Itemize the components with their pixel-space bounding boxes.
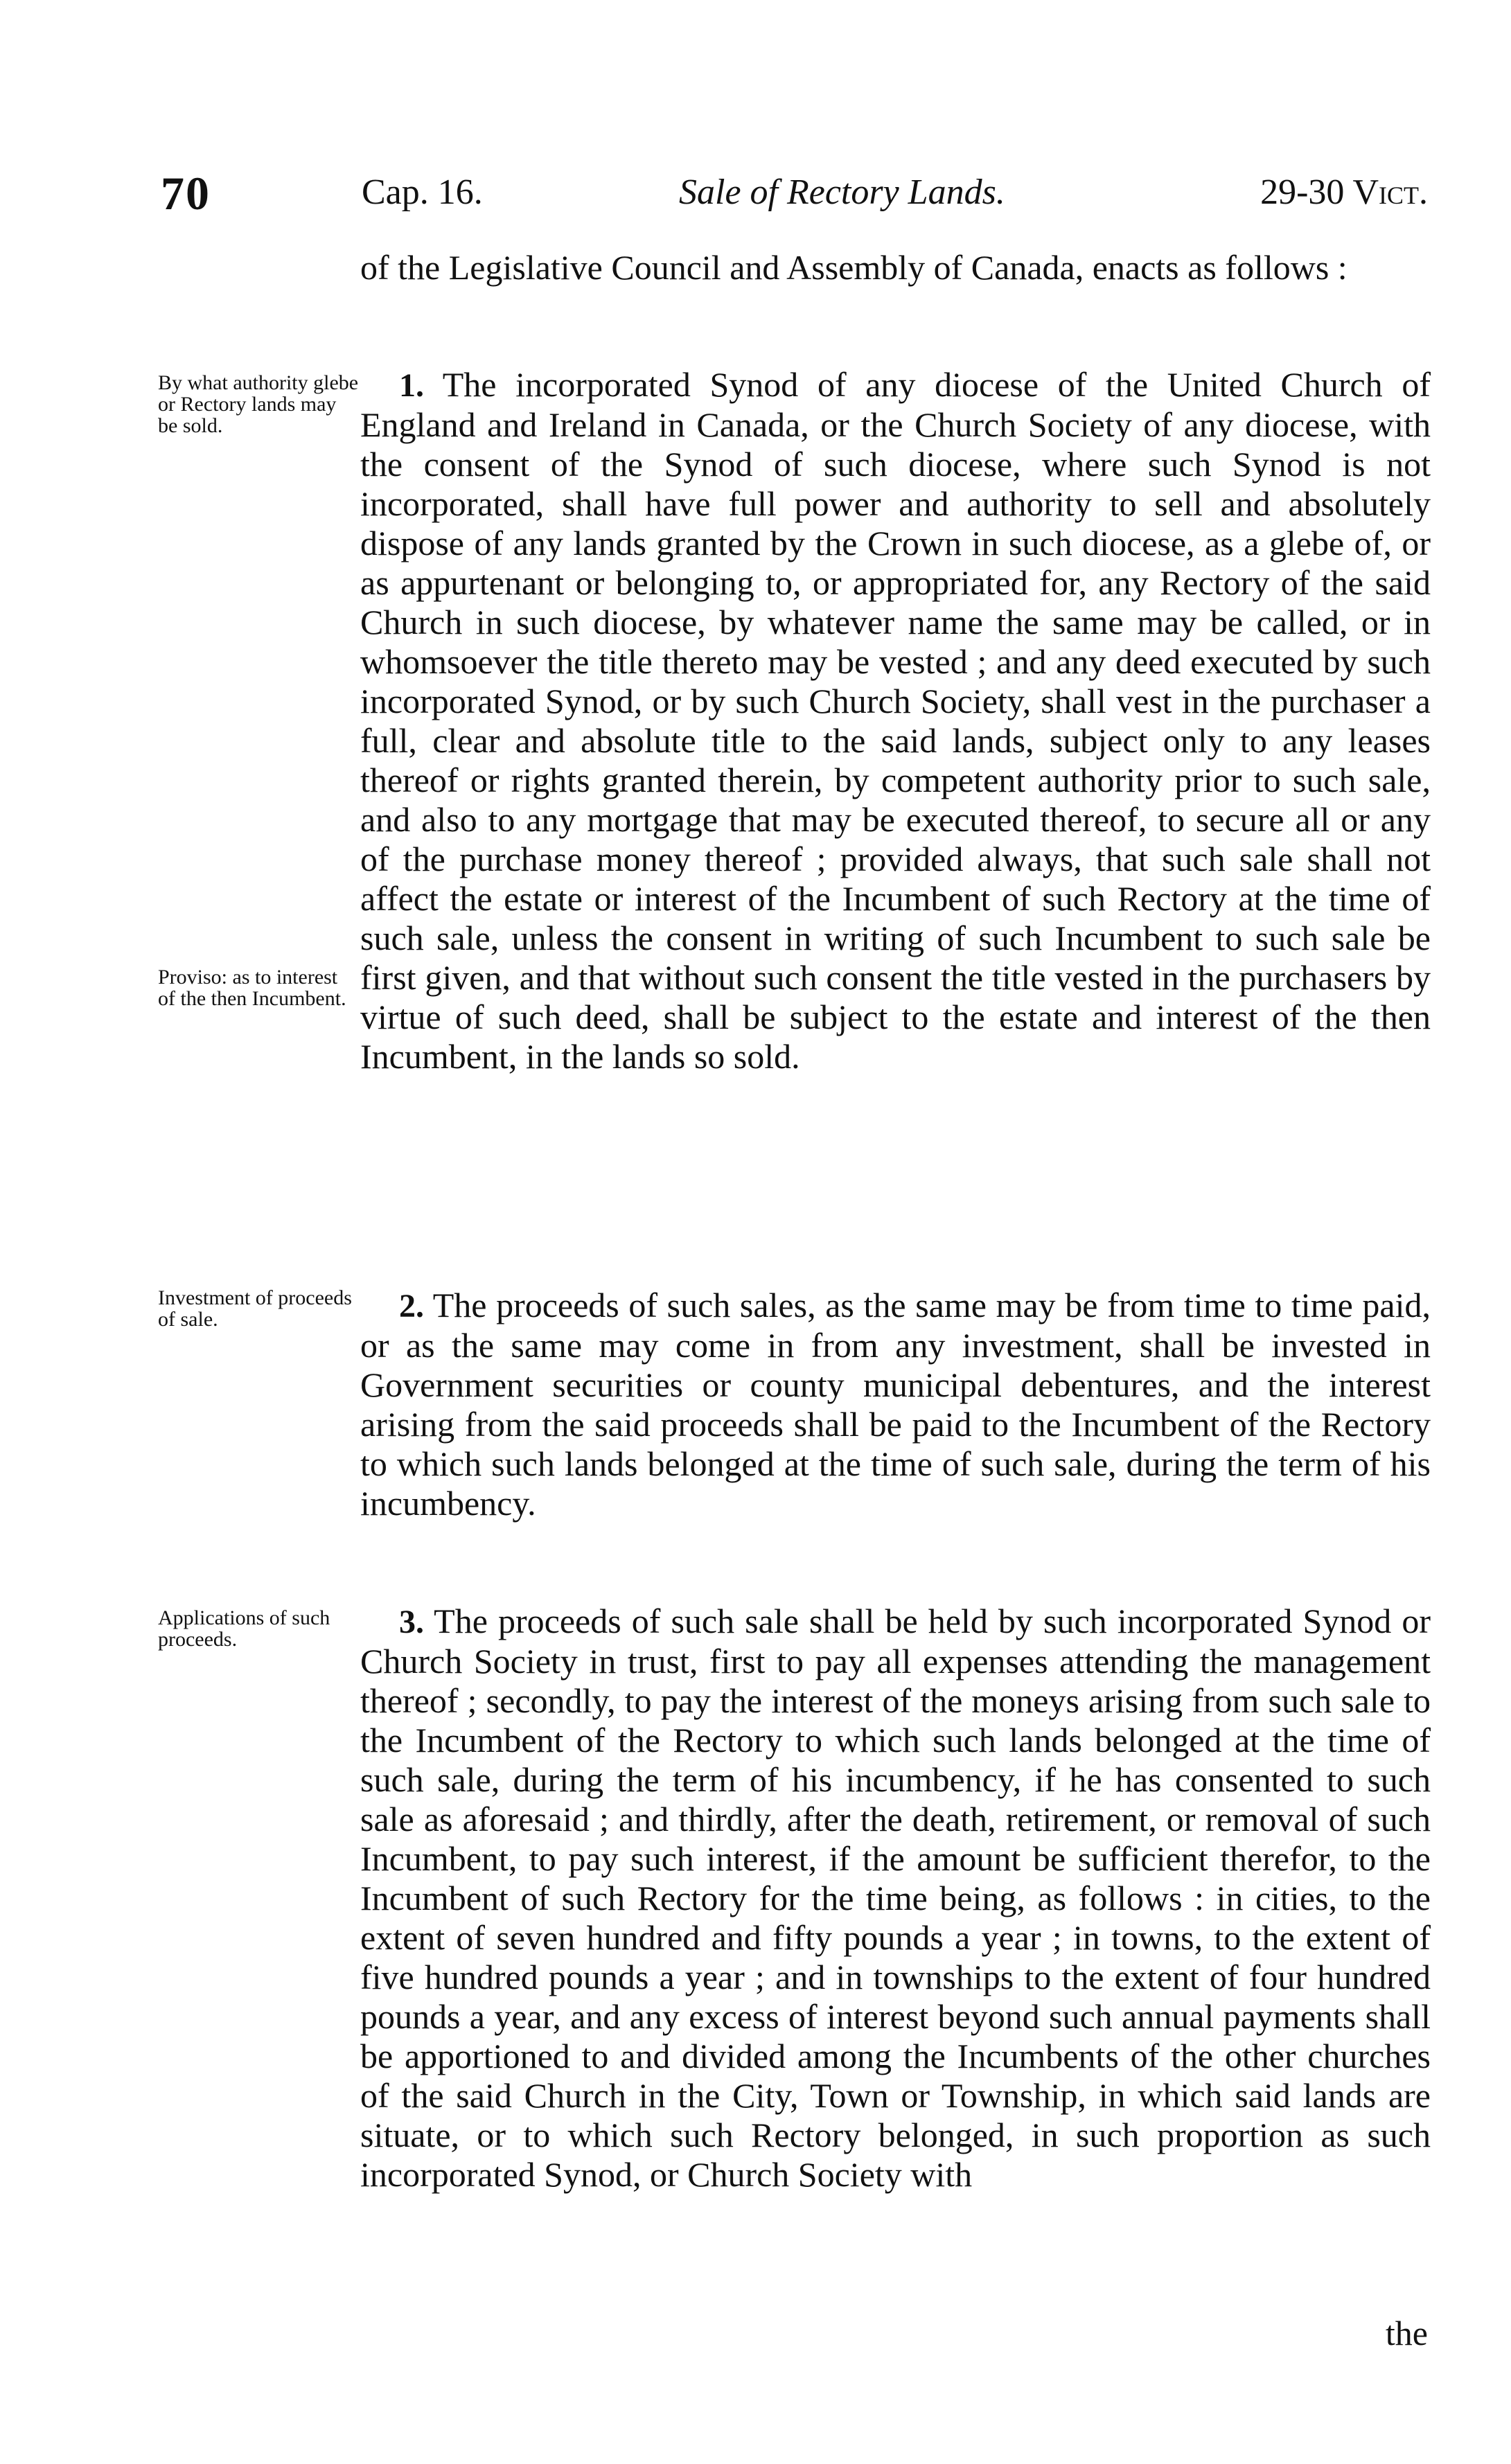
margin-note-applications: Applications of such proceeds. [158,1606,330,1651]
section-1 [360,365,1431,1076]
section-3 [360,1602,1431,2195]
catchword: the [1385,2314,1428,2352]
chapter-label: Cap. 16. [362,172,483,212]
page-number: 70 [161,167,211,220]
section-number: 3. [399,1604,424,1640]
margin-note-investment: Investment of proceeds of sale. [158,1286,352,1331]
margin-note-authority: By what authority glebe or Rectory lands may be sold. [158,371,359,437]
section-text: The proceeds of such sales, as the same may be from time to time paid, or as the same may come in from any investment, shall be invested in Government securities or county municipal debentures, and the interest arising from the said proceeds shall be paid to the Incumbent of the Rectory to which such lands belonged at the time of such sale, during the term of his incumbency. [360,1286,1431,1523]
section-number: 2. [399,1288,424,1324]
regnal-year: 29-30 Vict. [1260,172,1428,212]
intro-paragraph: of the Legislative Council and Assembly of Canada, enacts as follows : [360,248,1347,287]
section-number: 1. [399,367,424,404]
section-text: The proceeds of such sale shall be held by such incorporated Synod or Church Society in trust, first to pay all expenses attending the management thereof ; secondly, to pay the interest of the moneys arising from such sale to the Incumbent of the Rectory to which such lands belonged at the time of such sale, during the term of his incumbency, if he has consented to such sale as aforesaid ; and thirdly, after the death, retirement, or removal of such Incumbent, to pay such interest, if the amount be sufficient therefor, to the Incumbent of such Rectory for the time being, as follows : in cities, to the extent of seven hundred and fifty pounds a year ; in towns, to the extent of five hundred pounds a year ; and in townships to the extent of four hundred pounds a year, and any excess of interest beyond such annual payments shall be apportioned to and divided among the Incumbents of the other churches of the said Church in the City, Town or Township, in which said lands are situate, or to which such Rectory belonged, in such proportion as such incorporated Synod, or Church Society with [360,1602,1431,2194]
running-title: Sale of Rectory Lands. [679,172,1005,212]
margin-note-proviso: Proviso: as to interest of the then Incumbent. [158,966,346,1010]
section-text: The incorporated Synod of any diocese of the United Church of England and Ireland in Canada, or the Church Society of any diocese, with the consent of the Synod of such diocese, where such Synod is not incorporated, shall have full power and authority to sell and absolutely dispose of any lands granted by the Crown in such diocese, as a glebe of, or as appurtenant or belonging to, or appropriated for, any Rectory of the said Church in such diocese, by whatever name the same may be called, or in whomsoever the title thereto may be vested ; and any deed executed by such incorporated Synod, or by such Church Society, shall vest in the purchaser a full, clear and absolute title to the said lands, subject only to any leases thereof or rights granted therein, by competent authority prior to such sale, and also to any mortgage that may be executed thereof, to secure all or any of the purchase money thereof ; provided always, that such sale shall not affect the estate or interest of the Incumbent of such Rectory at the time of such sale, unless the consent in writing of such Incumbent to such sale be first given, and that without such consent the title vested in the purchasers by virtue of such deed, shall be subject to the estate and interest of the then Incumbent, in the lands so sold. [360,365,1431,1076]
page-header [0,166,1511,222]
section-2 [360,1286,1431,1523]
